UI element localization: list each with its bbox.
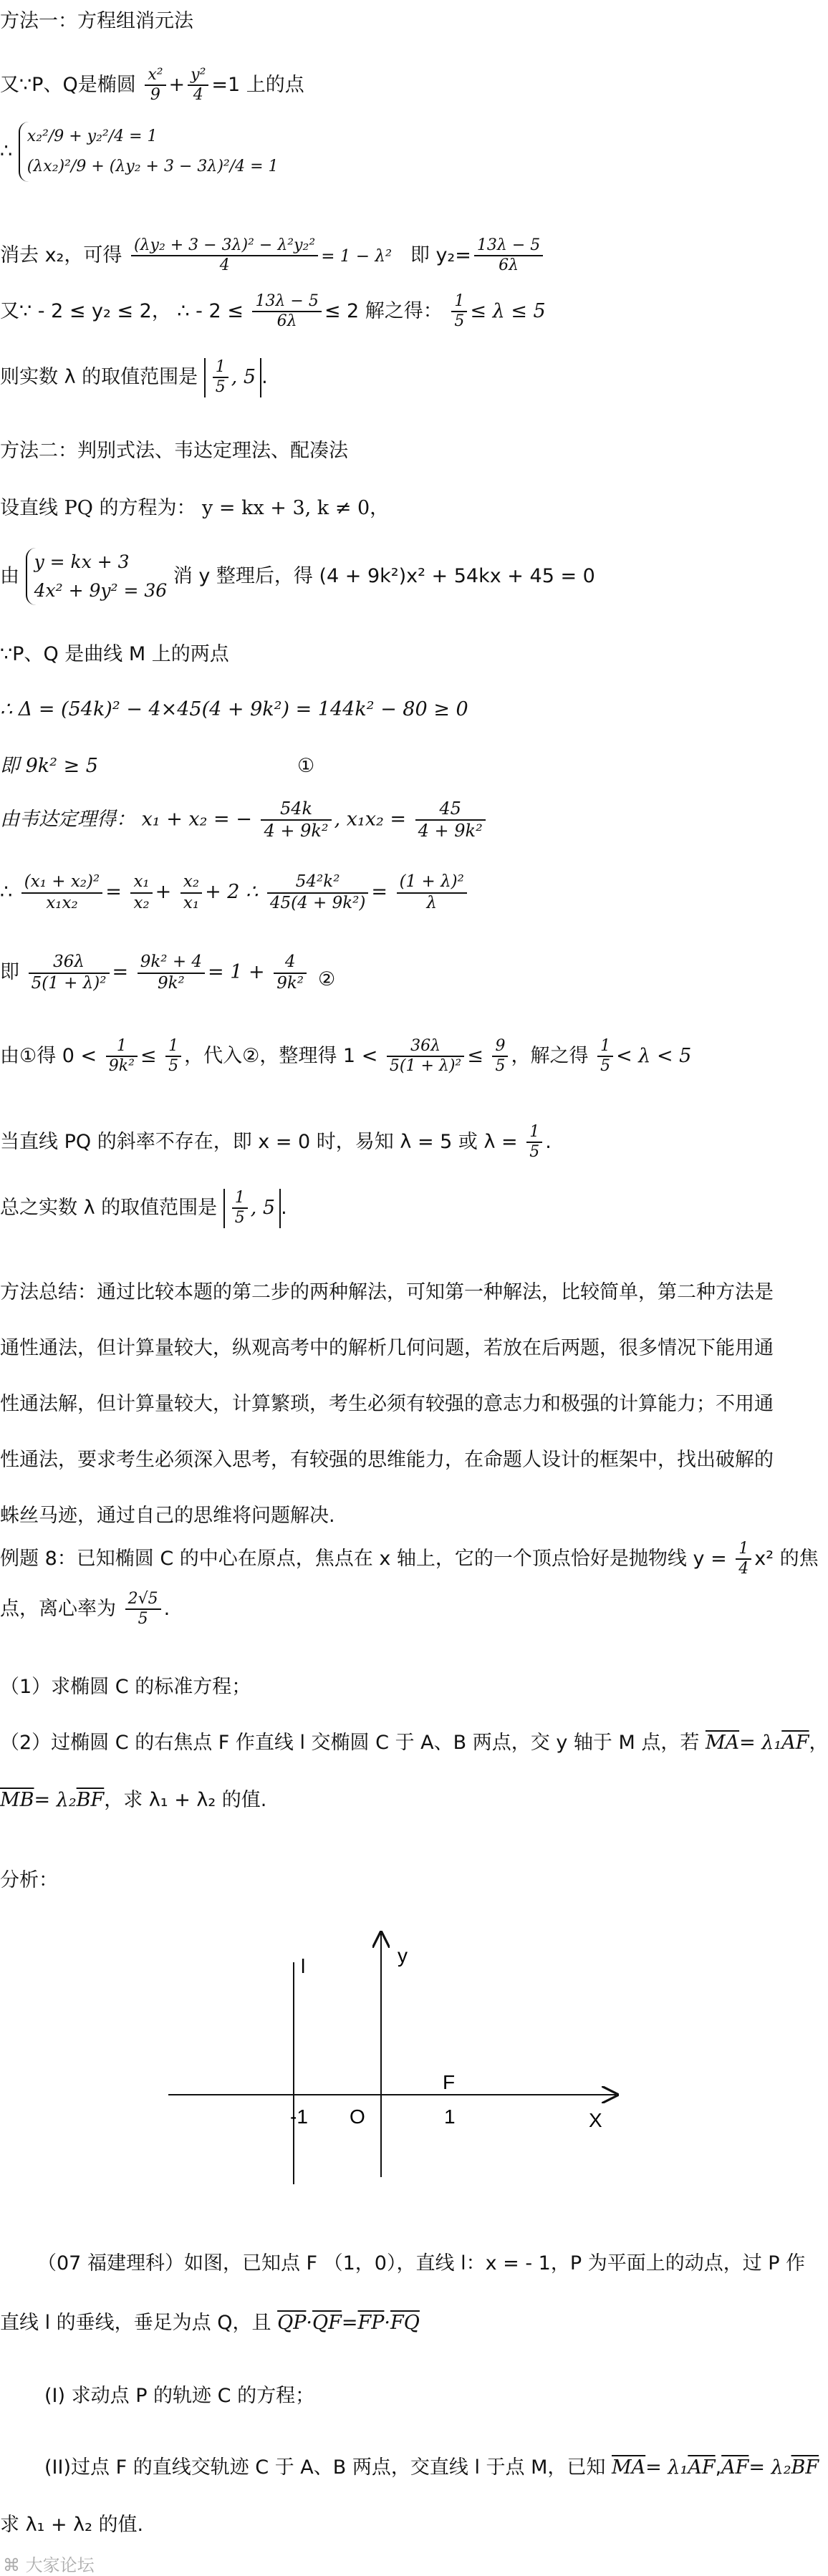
method2-line6: 由韦达定理得： x₁ + x₂ = − $\frac{54k}{\text{4 + 9k²}}$ , x₁x₂ = $\frac{45}{\text{4 + 9k²}}$	[0, 799, 488, 841]
method2-line4: ∴ Δ = (54k)² − 4×45(4 + 9k²) = 144k² − 80 ≥ 0	[0, 698, 468, 720]
q07-line1: （07 福建理科）如图，已知点 F （1，0），直线 l：x = - 1，P 为平面上的动点，过 P 作	[37, 2252, 806, 2274]
x-axis-label: X	[589, 2109, 602, 2131]
origin-label: O	[350, 2105, 365, 2128]
method1-line3: 消去 x₂，可得 $\frac{\text{(λy₂ + 3 − 3λ)² − λ²y₂²}}{4}$ = 1 − λ² 即 y₂= $\frac{13\lambda - 5}{6\lambda}$	[0, 236, 546, 276]
method-summary: 方法总结：通过比较本题的第二步的两种解法，可知第一种解法，比较简单，第二种方法是通性通法，但计算量较大，纵观高考中的解析几何问题，若放在后两题，很多情况下能用通性通法解，但计算量较大，计算繁琐，考生必须有较强的意志力和极强的计算能力；不用通性通法，要求考生必须深入思考，有较强的思维能力，在命题人设计的框架中，找出破解的蛛丝马迹，通过自己的思维将问题解决.	[0, 1281, 774, 1527]
method2-title: 方法二：判别式法、韦达定理法、配凑法	[0, 440, 348, 462]
method2-line7: ∴ $\frac{\text{(x₁ + x₂)²}}{\text{x₁x₂}}$ = $\frac{\text{x₁}}{\text{x₂}}$ + $\frac{\text{x₂}}{\text{x₁}}$ + 2 ∴ $\frac{\text{54²k²}}{\text{45(4 + 9k²)}}$ = $\frac{\text{(1 + λ)²}}{\lambda}$	[0, 872, 470, 913]
watermark: ⌘ 大家论坛	[3, 2555, 95, 2575]
focus-label: F	[443, 2071, 456, 2093]
method1-line4: 又∵ - 2 ≤ y₂ ≤ 2， ∴ - 2 ≤ $\frac{13\lambda - 5}{6\lambda}$ ≤ 2 解之得： $\frac{1}{5}$ ≤ λ ≤ 5	[0, 292, 546, 331]
example8-question1: （1）求椭圆 C 的标准方程；	[0, 1676, 251, 1698]
method2-line2: 由 y = kx + 3 4x² + 9y² = 36 消 y 整理后，得 (4 + 9k²)x² + 54kx + 45 = 0	[0, 548, 595, 605]
example8-question2: （2）过椭圆 C 的右焦点 F 作直线 l 交椭圆 C 于 A、B 两点，交 y 轴于 M 点，若 $\overline{MA}= \lambda_1\overline{AF}$，	[0, 1732, 828, 1754]
method2-line1: 设直线 PQ 的方程为： y = kx + 3, k ≠ 0，	[0, 497, 390, 519]
method1-title: 方法一：方程组消元法	[0, 10, 193, 32]
method2-line3: ∵P、Q 是曲线 M 上的两点	[0, 643, 229, 665]
example8-line2: 点，离心率为 $\frac{2√5}{5}$ .	[0, 1590, 170, 1629]
example8-question2-cont: $\overline{MB}= \lambda_2\overline{BF}$，求 λ₁ + λ₂ 的值.	[0, 1789, 267, 1811]
example8-line1: 例题 8：已知椭圆 C 的中心在原点，焦点在 x 轴上，它的一个顶点恰好是抛物线 y = $\frac{1}{4}$ x² 的焦	[0, 1540, 819, 1578]
method1-system: ∴ x₂²/9 + y₂²/4 = 1 (λx₂)²/9 + (λy₂ + 3 − 3λ)²/4 = 1	[0, 122, 279, 182]
q07-question3: 求 λ₁ + λ₂ 的值.	[0, 2514, 144, 2536]
directrix-label: l	[301, 1955, 306, 1977]
analysis-label: 分析：	[0, 1869, 58, 1891]
method2-line8: 即 $\frac{36\lambda}{\text{5(1 + λ)²}}$ = $\frac{\text{9k² + 4}}{\text{9k²}}$ = 1 + $\frac{4}{\text{9k²}}$ ②	[0, 952, 336, 993]
q07-question1: (I) 求动点 P 的轨迹 C 的方程；	[44, 2385, 315, 2407]
method1-line1: 又∵P、Q是椭圆 $\frac{\text{x²}}{9}$ + $\frac{\text{y²}}{4}$ =1 上的点	[0, 66, 304, 105]
method2-line5: 即 9k² ≥ 5 ①	[0, 755, 315, 777]
neg-one-label: -1	[290, 2105, 308, 2128]
y-axis-label: y	[398, 1944, 408, 1967]
equation-tag-1: ①	[297, 755, 315, 777]
coordinate-figure	[158, 1919, 630, 2191]
method2-line11: 总之实数 λ 的取值范围是 $\frac{1}{5}$ , 5 .	[0, 1189, 287, 1227]
method1-line5: 则实数 λ 的取值范围是 $\frac{1}{5}$ , 5 .	[0, 358, 268, 397]
q07-question2: (II)过点 F 的直线交轨迹 C 于 A、B 两点，交直线 l 于点 M，已知 $\overline{MA}= \lambda_1\overline{AF},\overline{AF}= \lambda_2\overline{BF}$	[44, 2456, 819, 2479]
one-label: 1	[444, 2105, 456, 2128]
method2-line9: 由①得 0 < $\frac{1}{\text{9k²}}$ ≤ $\frac{1}{5}$ ，代入②，整理得 1 < $\frac{36\lambda}{\text{5(1 + λ)²}}$ ≤ $\frac{9}{5}$ ，解之得 $\frac{1}{5}$ < λ < 5	[0, 1037, 692, 1076]
q07-line2: 直线 l 的垂线，垂足为点 Q，且 $\overline{QP}\cdot\overline{QF}=\overline{FP}\cdot\overline{FQ}$	[0, 2312, 420, 2334]
method2-line10: 当直线 PQ 的斜率不存在，即 x = 0 时，易知 λ = 5 或 λ = $\frac{1}{5}$ .	[0, 1123, 552, 1162]
equation-tag-2: ②	[318, 968, 336, 990]
